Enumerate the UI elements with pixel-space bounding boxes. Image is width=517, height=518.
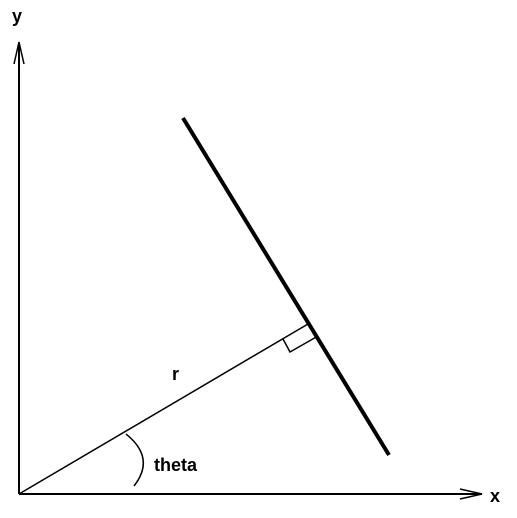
right-angle-marker (283, 336, 318, 352)
radius-label: r (172, 364, 180, 384)
target-line (183, 118, 389, 455)
y-axis-label: y (12, 6, 23, 26)
x-axis-label: x (490, 486, 501, 506)
theta-label: theta (154, 455, 198, 475)
theta-angle-arc (126, 434, 143, 486)
